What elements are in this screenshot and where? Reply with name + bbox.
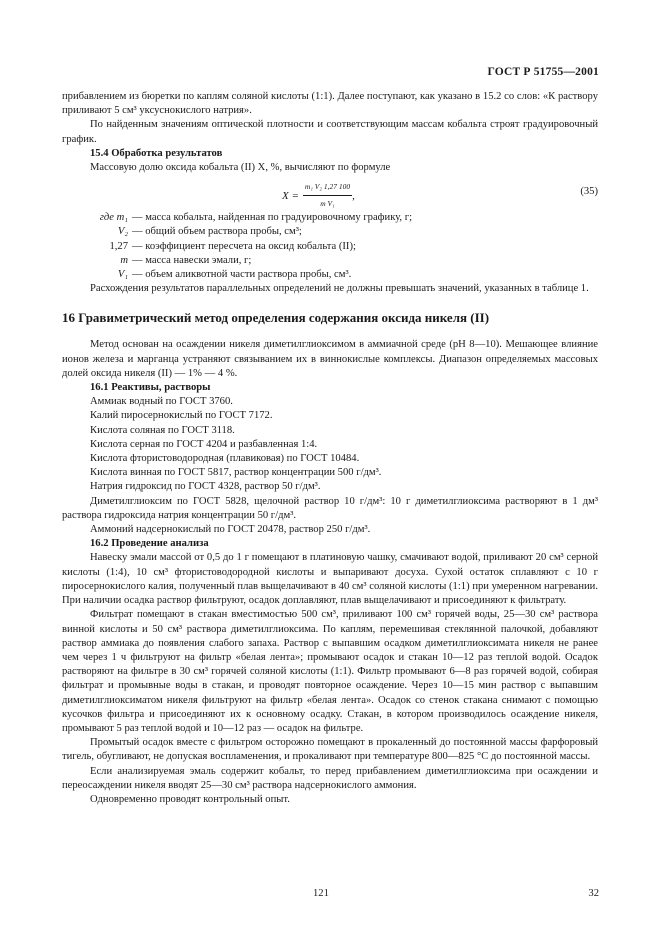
paragraph-precipitation: Фильтрат помещают в стакан вместимостью 500 см³, приливают 100 см³ горячей воды, 25—30 см³ раствора винной кислоты и 50 см³ раствора диметилглиоксима. По каплям, перемешивая стеклянной палочкой, добавляют раствор аммиака до появления слабого запаха. Раствор с выпавшим осадком диметилглиоксимата никеля не ранее чем через 1 ч фильтруют на фильтр «белая лента»; промывают осадок и стакан 10—12 раз теплой водой. Осадок растворяют на фильтре в 30 см³ горячей соляной кислоты (1:1). Фильтр промывают 6—8 раз горячей водой, собирая фильтрат и промывные воды в стакан, и проводят повторное осаждение. Через 10—15 мин раствор с выпавшим диметилглиоксиматом никеля фильтруют на фильтр «белая лента». Осадок со стенок стакана снимают с помощью кусочков фильтра и присоединяют их к основному осадку. Стакан, в котором производилось осаждение никеля, промывают 5 раз теплой водой и 10—12 раз — осадок на фильтре.: [62, 609, 598, 734]
where-symbol: где m₁: [99, 212, 128, 224]
paragraph-discrepancy: Расхождения результатов параллельных определений не должны превышать значений, указанных в таблице 1.: [90, 283, 589, 295]
formula-block: [62, 177, 598, 207]
where-item: [62, 240, 598, 254]
where-item: [62, 268, 598, 282]
where-text: — масса навески эмали, г;: [132, 254, 252, 266]
paragraph-method: Метод основан на осаждении никеля диметилглиоксимом в аммиачной среде (pH 8—10). Мешающее влияние ионов железа и марганца устраняют связыванием их в виннокислые комплексы. Диапазон определяемых массовых долей оксида никеля (II) — 1% — 4 %.: [62, 339, 598, 379]
formula-numerator: m₁ V₂ 1,27 100: [303, 180, 352, 196]
where-text: — объем аликвотной части раствора пробы, см³.: [132, 269, 352, 281]
formula-lhs: X =: [282, 189, 299, 202]
where-symbol: V₁: [117, 269, 128, 281]
where-symbol: m: [120, 254, 128, 266]
reagent-item: Калий пиросернокислый по ГОСТ 7172.: [90, 410, 273, 422]
where-text: — масса кобальта, найденная по градуировочному графику, г;: [132, 212, 413, 224]
paragraph-formula-intro: Массовую долю оксида кобальта (II) X, %, вычисляют по формуле: [90, 162, 391, 174]
reagent-item: Кислота серная по ГОСТ 4204 и разбавленная 1:4.: [90, 438, 318, 450]
where-item: [62, 254, 598, 268]
formula-35: [282, 180, 355, 211]
subsection-heading-16-2: 16.2 Проведение анализа: [90, 538, 209, 550]
formula-number: (35): [580, 186, 598, 198]
reagent-item: Аммиак водный по ГОСТ 3760.: [90, 396, 233, 408]
where-symbol: V₂: [117, 226, 128, 238]
paragraph-cobalt-note: Если анализируемая эмаль содержит кобальт, то перед прибавлением диметилглиоксима при осаждении и переосаждении никеля вводят 25—30 см³ раствора надсернокислого аммония.: [62, 765, 598, 791]
paragraph-calibration: По найденным значениям оптической плотности и соответствующим массам кобальта строят градуировочный график.: [62, 119, 598, 145]
formula-denominator: m V₁: [320, 199, 335, 209]
where-text: — общий объем раствора пробы, см³;: [132, 226, 302, 238]
reagent-item: Кислота фтористоводородная (плавиковая) по ГОСТ 10484.: [90, 453, 360, 465]
subsection-heading-15-4: 15.4 Обработка результатов: [90, 147, 223, 159]
paragraph-sample-prep: Навеску эмали массой от 0,5 до 1 г помещают в платиновую чашку, смачивают водой, приливают 20 см³ серной кислоты (1:4), 10 см³ фтористоводородной кислоты и выпаривают досуха. Сухой остаток сплавляют с 10 г пиросернокислого калия, полученный плав выщелачивают в 40 см³ соляной кислоты (1:1) при умеренном нагревании. При наличии осадка раствор фильтруют, осадок доплавляют, плав выщелачивают и присоединяют к фильтрату.: [62, 552, 598, 607]
reagent-item: Натрия гидроксид по ГОСТ 4328, раствор 50 г/дм³.: [90, 481, 321, 493]
subsection-heading-16-1: 16.1 Реактивы, растворы: [90, 382, 211, 394]
reagent-item: Аммоний надсернокислый по ГОСТ 20478, раствор 250 г/дм³.: [90, 524, 371, 536]
page-number-center: 121: [313, 888, 329, 899]
page-content: [62, 90, 598, 807]
page-number-right: 32: [588, 888, 599, 899]
section-heading-16: 16 Гравиметрический метод определения содержания оксида никеля (II): [62, 310, 490, 326]
paragraph-calcination: Промытый осадок вместе с фильтром осторожно помещают в прокаленный до постоянной массы фарфоровый тигель, обугливают, не допуская воспламенения, и прокаливают при температуре 800—825 °С до постоянной массы.: [62, 737, 598, 763]
formula-fraction: [303, 180, 352, 211]
reagent-item-dimethylglyoxime: Диметилглиоксим по ГОСТ 5828, щелочной раствор 10 г/дм³: 10 г диметилглиоксима растворяют в 1 дм³ раствора гидроксида натрия концентрации 50 г/дм³.: [62, 495, 598, 521]
where-item: [62, 211, 598, 225]
formula-tail: ,: [352, 189, 355, 202]
where-item: [62, 225, 598, 239]
standard-header: ГОСТ Р 51755—2001: [487, 66, 599, 78]
where-text: — коэффициент пересчета на оксид кобальта (II);: [132, 240, 356, 252]
where-list: [62, 211, 598, 282]
reagent-item: Кислота винная по ГОСТ 5817, раствор концентрации 500 г/дм³.: [90, 467, 382, 479]
paragraph-control: Одновременно проводят контрольный опыт.: [90, 793, 290, 805]
paragraph-continuation: прибавлением из бюретки по каплям соляной кислоты (1:1). Далее поступают, как указано в 15.2 со слов: «К раствору приливают 5 см³ уксуснокислого натрия».: [62, 91, 598, 117]
reagent-item: Кислота соляная по ГОСТ 3118.: [90, 424, 235, 436]
where-symbol: 1,27: [109, 240, 128, 252]
